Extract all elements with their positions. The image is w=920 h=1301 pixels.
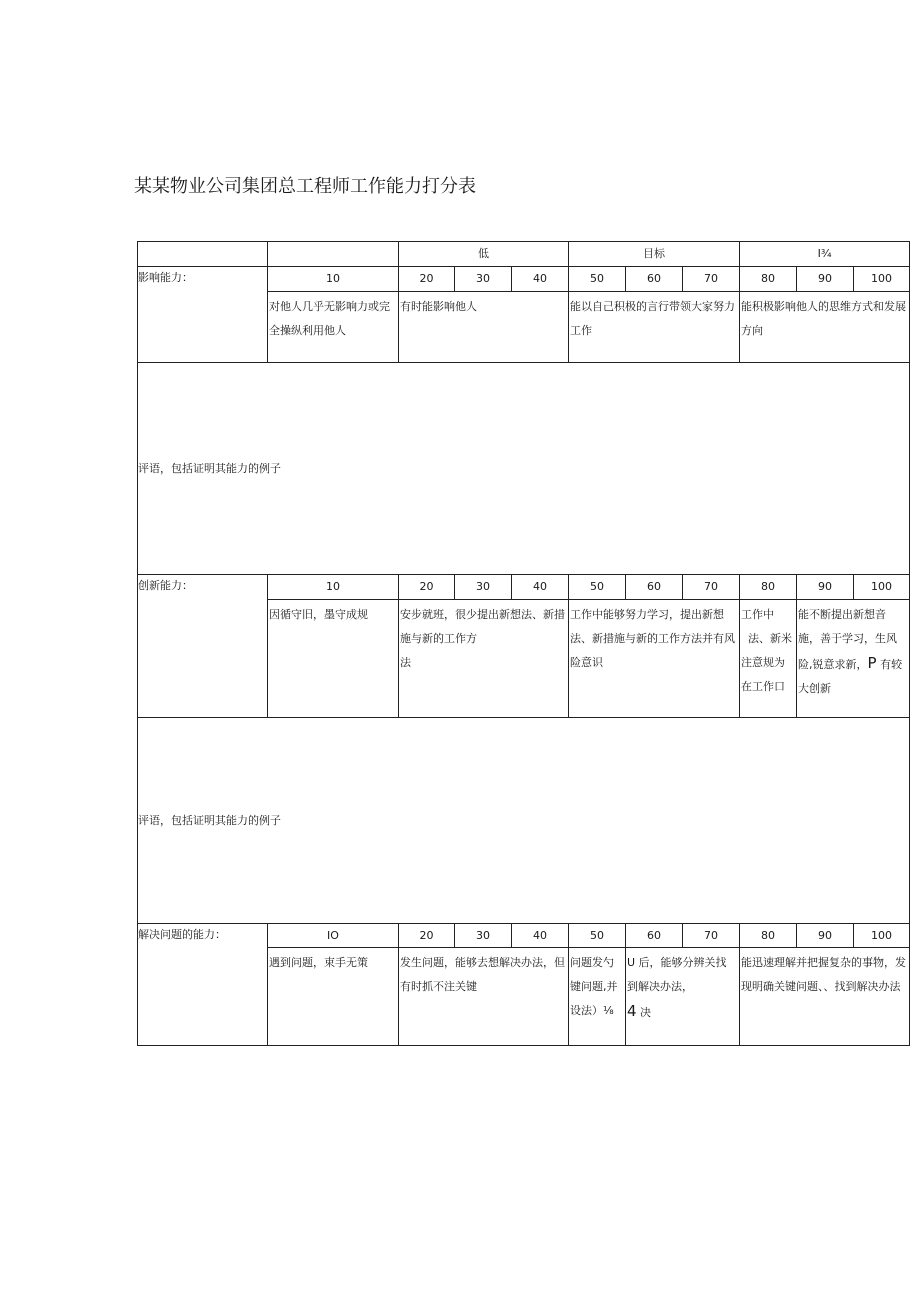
score-cell: 10 bbox=[268, 267, 399, 292]
desc-text: 在工作口 bbox=[741, 680, 786, 693]
score-cell: 20 bbox=[399, 924, 455, 948]
score-cell: 20 bbox=[399, 575, 455, 600]
desc-low-10: 因循守旧，墨守成规 bbox=[268, 600, 399, 718]
desc-high: 能积极影响他人的思维方式和发展方向 bbox=[740, 292, 910, 363]
score-cell: 90 bbox=[797, 924, 854, 948]
desc-low-text: 法 bbox=[400, 656, 411, 669]
score-cell: 10 bbox=[268, 575, 399, 600]
score-cell: 40 bbox=[512, 924, 569, 948]
score-cell: 50 bbox=[569, 267, 626, 292]
comment-influence: 评语，包括证明其能力的例子 bbox=[138, 363, 910, 575]
desc-target-50: 问题发勺键问题,并设法）⅛ bbox=[569, 948, 626, 1046]
desc-target-60 bbox=[626, 948, 740, 1046]
score-cell: 60 bbox=[626, 924, 683, 948]
score-cell: 70 bbox=[683, 575, 740, 600]
score-cell: 80 bbox=[740, 924, 797, 948]
desc-low: 发生问题，能够去想解决办法，但有时抓不注关键 bbox=[399, 948, 569, 1046]
score-table bbox=[137, 241, 910, 1046]
score-cell: 90 bbox=[797, 267, 854, 292]
desc-text: P bbox=[867, 654, 877, 672]
score-cell: 40 bbox=[512, 267, 569, 292]
score-cell: 80 bbox=[740, 267, 797, 292]
desc-low bbox=[399, 600, 569, 718]
desc-low-text: 安步就班，很少提出新想法、新措施与新的工作方 bbox=[400, 608, 565, 645]
header-low: 低 bbox=[399, 242, 569, 267]
score-cell: 60 bbox=[626, 575, 683, 600]
desc-high-80 bbox=[740, 600, 797, 718]
header-target: 目标 bbox=[569, 242, 740, 267]
section-label-innovation: 创新能力： bbox=[138, 575, 268, 718]
desc-text: U 后，能够分辨关找到解决办法， bbox=[627, 956, 727, 993]
score-cell: 100 bbox=[854, 267, 910, 292]
score-cell: 20 bbox=[399, 267, 455, 292]
score-cell: 90 bbox=[797, 575, 854, 600]
desc-low-10: 对他人几乎无影响力或完全操纵利用他人 bbox=[268, 292, 399, 363]
score-cell: 80 bbox=[740, 575, 797, 600]
header-blank bbox=[268, 242, 399, 267]
desc-text: 决 bbox=[636, 1006, 652, 1019]
score-cell: IO bbox=[268, 924, 399, 948]
desc-high-90 bbox=[797, 600, 910, 718]
desc-target: 能以自己积极的言行带领大家努力工作 bbox=[569, 292, 740, 363]
score-cell: 50 bbox=[569, 924, 626, 948]
desc-text: 注意规为 bbox=[741, 656, 786, 669]
score-cell: 40 bbox=[512, 575, 569, 600]
desc-high: 能迅速理解并把握复杂的事物，发现明确关键问题、、找到解决办法 bbox=[740, 948, 910, 1046]
score-cell: 70 bbox=[683, 924, 740, 948]
score-cell: 100 bbox=[854, 575, 910, 600]
page-title: 某某物业公司集团总工程师工作能力打分表 bbox=[134, 176, 476, 197]
desc-text: 法、新米 bbox=[748, 632, 793, 645]
desc-target: 工作中能够努力学习，提出新想法、新措施与新的工作方法并有风险意识 bbox=[569, 600, 740, 718]
section-label-problem-solving: 解决问题的能力： bbox=[138, 924, 268, 1046]
header-high: I¾ bbox=[740, 242, 910, 267]
desc-text: 工作中 bbox=[741, 608, 775, 621]
score-cell: 30 bbox=[455, 924, 512, 948]
score-cell: 100 bbox=[854, 924, 910, 948]
score-cell: 70 bbox=[683, 267, 740, 292]
desc-text: 能不断提出新想音施，善于学习，生风险,锐意求新， bbox=[798, 608, 898, 671]
header-corner bbox=[138, 242, 268, 267]
score-cell: 30 bbox=[455, 267, 512, 292]
desc-low: 有时能影响他人 bbox=[399, 292, 569, 363]
desc-text: 4 bbox=[627, 1002, 637, 1020]
desc-text: 有较大创新 bbox=[798, 658, 903, 695]
comment-innovation: 评语，包括证明其能力的例子 bbox=[138, 718, 910, 924]
section-label-influence: 影响能力： bbox=[138, 267, 268, 363]
score-cell: 30 bbox=[455, 575, 512, 600]
score-cell: 50 bbox=[569, 575, 626, 600]
score-cell: 60 bbox=[626, 267, 683, 292]
desc-low-10: 遇到问题，束手无策 bbox=[268, 948, 399, 1046]
